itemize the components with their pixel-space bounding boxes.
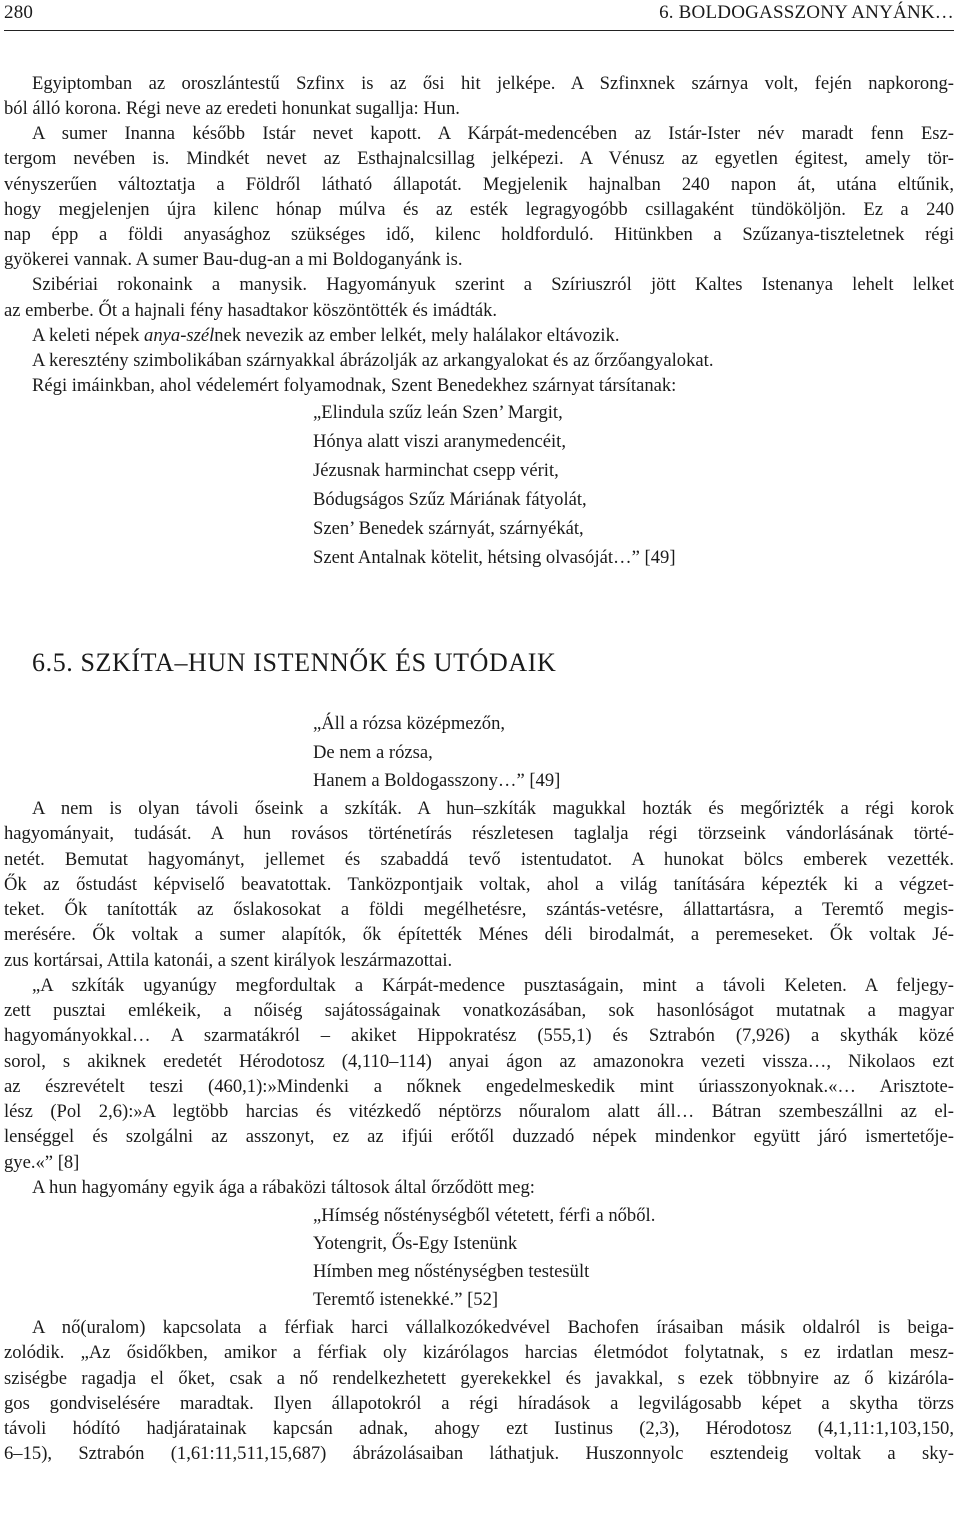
- italic-term: anya-szél: [144, 325, 215, 346]
- text-line: A sumer Inanna később Istár nevet kapott. A Kárpát-medencében az Istár-Ister név maradt fenn Esz-: [32, 123, 954, 144]
- verse-line: „Elindula szűz leán Szen’ Margit,: [313, 402, 563, 423]
- text-line: hogy megjelenjen újra kilenc hónap múlva és az esték legragyogóbb csillagaként tündököljön. Ez a 240: [4, 199, 954, 220]
- text-run: A keleti népek: [32, 325, 145, 346]
- text-line: zolódik. „Az ősidőkben, amikor a férfiak oly kizárólagos harcias életmódot folytatnak, s ez irdatlan mesz-: [4, 1342, 954, 1363]
- text-line: vényszerűen változtatja a Földről látható állapotát. Megjelenik hajnalban 240 napon át, utána eltűnik,: [4, 174, 954, 195]
- page-number: 280: [4, 2, 34, 23]
- verse-line: Jézusnak harminchat csepp vérit,: [313, 460, 559, 481]
- verse-line: Szent Antalnak kötelit, hétsing olvasóját…” [49]: [313, 547, 676, 568]
- verse-line: Bódugságos Szűz Máriának fátyolát,: [313, 489, 587, 510]
- text-line: gye.«” [8]: [4, 1152, 80, 1173]
- running-title: 6. BOLDOGASSZONY ANYÁNK…: [659, 2, 954, 23]
- text-line: sziségbe ragadja el őket, csak a nő rendelkezhetett gyerekekkel és javakkal, s ezek többnyire az ő kizáróla-: [4, 1368, 954, 1389]
- text-line: tergom nevében is. Mindkét nevet az Esthajnalcsillag jelképezi. A Vénusz az egyetlen égitest, amely tör-: [4, 148, 954, 169]
- text-line: zett pusztai emlékeik, a nőiség sajátosságainak vonatkozásában, sok hasonlóságot mutatnak a magyar: [4, 1000, 954, 1021]
- section-heading: 6.5. SZKÍTA–HUN ISTENNŐK ÉS UTÓDAIK: [32, 648, 557, 677]
- text-line: [32, 323, 620, 348]
- verse-line: „Hímség nősténységből vétetett, férfi a nőből.: [313, 1205, 656, 1226]
- text-line: az emberbe. Őt a hajnali fény hasadtakor köszöntötték és imádták.: [4, 300, 498, 321]
- text-line: hagyományokkal… A szarmatákról – akiket Hippokratész (555,1) és Sztrabón (7,926) a skythák közé: [4, 1025, 954, 1046]
- text-line: ból álló korona. Régi neve az eredeti honunkat sugallja: Hun.: [4, 98, 460, 119]
- header-rule: [4, 30, 954, 31]
- text-line: A hun hagyomány egyik ága a rábaközi táltosok által őrződött meg:: [32, 1177, 535, 1198]
- text-line: A nem is olyan távoli őseink a szkíták. A hun–szkíták magukkal hozták és megőrizték a régi korok: [32, 798, 954, 819]
- verse-line: „Áll a rózsa középmezőn,: [313, 713, 506, 734]
- verse-line: De nem a rózsa,: [313, 742, 433, 763]
- text-line: A nő(uralom) kapcsolata a férfiak harci vállalkozókedvével Bachofen írásaiban másik oldalról is beiga-: [32, 1317, 954, 1338]
- verse-line: Hanem a Boldogasszony…” [49]: [313, 770, 561, 791]
- verse-line: Yotengrit, Ős-Egy Istenünk: [313, 1233, 518, 1254]
- verse-line: Hónya alatt viszi aranymedencéit,: [313, 431, 566, 452]
- text-line: „A szkíták ugyanúgy megfordultak a Kárpát-medence pusztaságain, mint a távoli Keleten. A feljegy-: [32, 975, 954, 996]
- text-line: teket. Ők tanították az őslakosokat a földi megélhetésre, szántás-vetésre, állattartásra, a Teremtő megis-: [4, 899, 954, 920]
- text-line: 6–15), Sztrabón (1,61:11,511,15,687) ábrázolásaiban láthatjuk. Huszonnyolc esztendeig voltak a sky-: [4, 1443, 954, 1464]
- text-line: netét. Bemutat hagyományt, jellemet és szabaddá tevő istentudatot. A hunokat bölcs emberek vezették.: [4, 849, 954, 870]
- text-line: az észrevételt teszi (460,1):»Mindenki a nőknek engedelmeskedik mint úriasszonyoknak.«… Arisztote-: [4, 1076, 954, 1097]
- verse-line: Hímben meg nősténységben testesült: [313, 1261, 590, 1282]
- text-line: Régi imáinkban, ahol védelemért folyamodnak, Szent Benedekhez szárnyat társítanak:: [32, 375, 677, 396]
- text-run: nek nevezik az ember lelkét, mely halálakor eltávozik.: [214, 325, 620, 346]
- text-line: lész (Pol 2,6):»A legtöbb harcias és vitézkedő néptörzs nőuralom alatt áll… Bátran szembeszállni az el-: [4, 1101, 954, 1122]
- text-line: nap épp a földi anyasághoz szükséges idő, kilenc holdforduló. Hitünkben a Szűzanya-tiszteletnek régi: [4, 224, 954, 245]
- text-line: távoli hódító hadjáratainak kapcsán adnak, ahogy ezt Iustinus (2,3), Hérodotosz (4,1,11:1,103,150,: [4, 1418, 954, 1439]
- text-line: gyökerei vannak. A sumer Bau-dug-an a mi Boldoganyánk is.: [4, 249, 463, 270]
- text-line: hagyományait, tudását. A hun rovásos történetírás részletesen taglalja régi törzseink vándorlásának törté-: [4, 823, 954, 844]
- verse-line: Teremtő istenekké.” [52]: [313, 1289, 499, 1310]
- text-line: sorol, s akiknek eredetét Hérodotosz (4,110–114) anyai ágon az amazonokra vezeti vissza…, Nikolaos ezt: [4, 1051, 954, 1072]
- text-line: Egyiptomban az oroszlántestű Szfinx is az ősi hit jelképe. A Szfinxnek szárnya volt, fején napkorong-: [32, 73, 954, 94]
- running-header: [4, 2, 954, 28]
- verse-line: Szen’ Benedek szárnyát, szárnyékát,: [313, 518, 584, 539]
- text-line: Szibériai rokonaink a manysik. Hagyományuk szerint a Szíriuszról jött Kaltes Istenanya lehelt lelket: [32, 274, 954, 295]
- text-line: lenséggel és szolgálni az asszonyt, ez az ifjúi erőtől duzzadó népek mindenkor együtt járó ismertetője-: [4, 1126, 954, 1147]
- text-line: A keresztény szimbolikában szárnyakkal ábrázolják az arkangyalokat és az őrzőangyalokat.: [32, 350, 714, 371]
- text-line: gos gondviselésére maradtak. Ilyen állapotokról a régi híradások a legvilágosabb képet a skytha törzs: [4, 1393, 954, 1414]
- text-line: merésére. Ők voltak a sumer alapítók, ők építették Ménes déli birodalmát, a peremeseket. Ők voltak Jé-: [4, 924, 954, 945]
- text-line: Ők az őstudást képviselő beavatottak. Tanközpontjaik voltak, ahol a világ tanítására képezték ki a végzet-: [4, 874, 954, 895]
- text-line: zus kortársai, Attila katonái, a szent királyok leszármazottai.: [4, 950, 453, 971]
